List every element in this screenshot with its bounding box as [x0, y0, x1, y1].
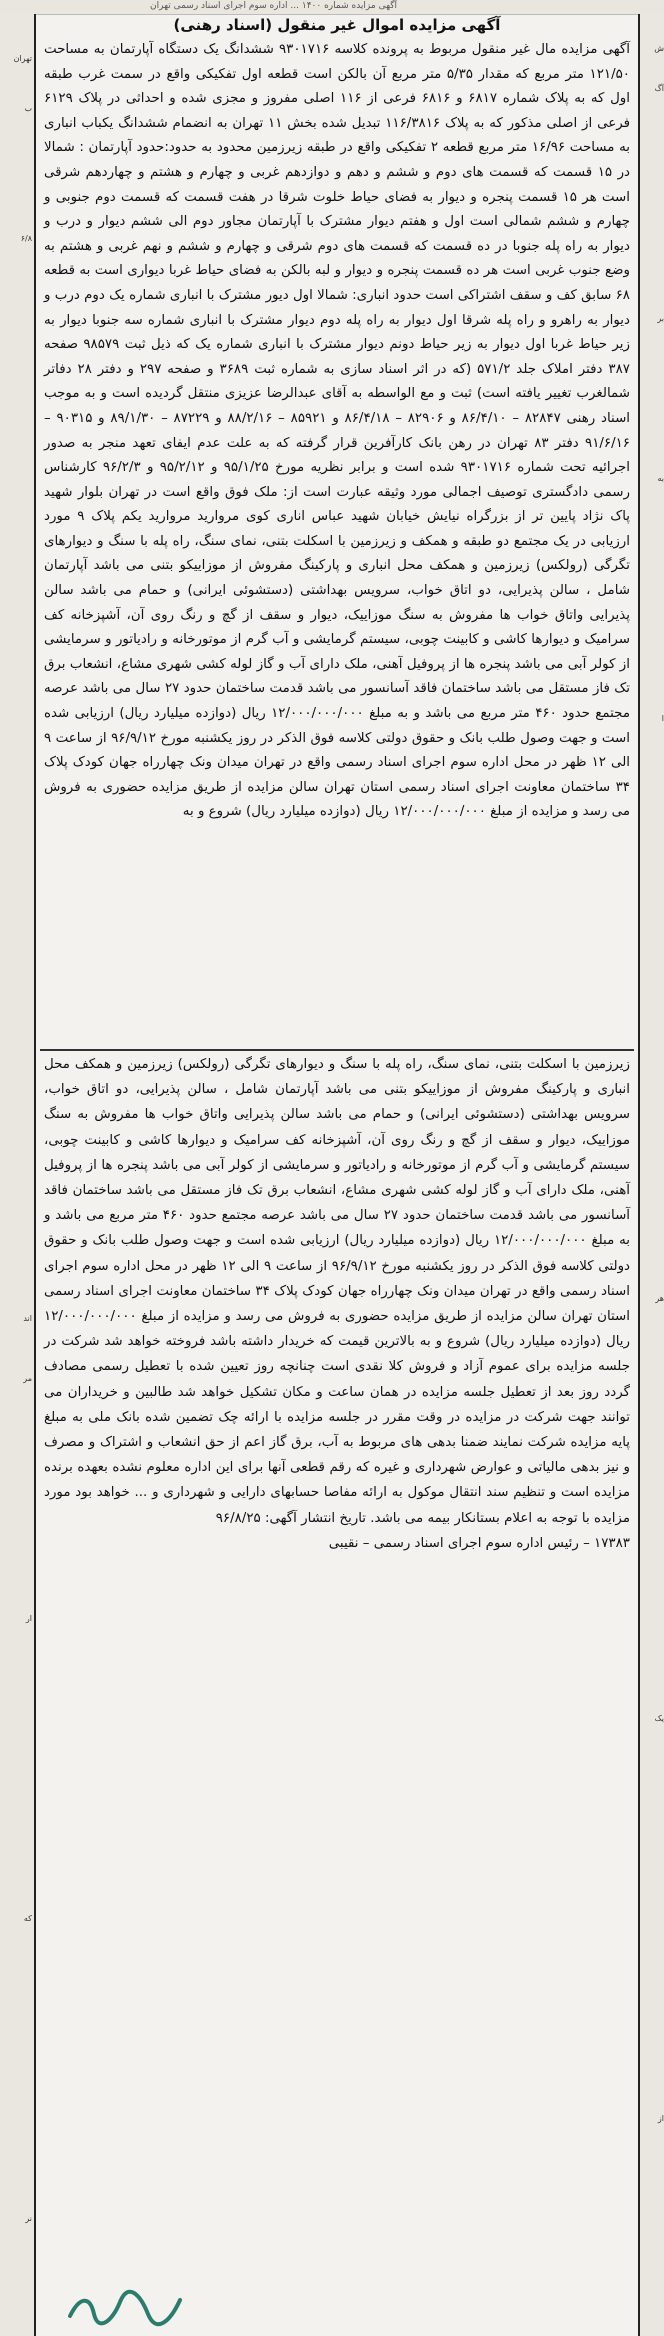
auction-notice-bottom [40, 1052, 634, 2332]
right-fragment: آگ [654, 84, 664, 93]
right-fragment: ش [654, 44, 664, 53]
notice-signature-line: ۱۷۳۸۳ – رئیس اداره سوم اجرای اسناد رسمی – نقیبی [328, 1535, 630, 1551]
right-fragment: از [657, 2114, 664, 2123]
right-fragment: یک [654, 1714, 664, 1723]
top-header-strip [0, 0, 664, 15]
column-divider [40, 1049, 634, 1051]
auction-notice-top [40, 14, 634, 1050]
left-fragment: مر [23, 1374, 32, 1383]
notice-body-bottom: زیرزمین با اسکلت بتنی، نمای سنگ، راه پله با سنگ و دیوارهای تگرگی (رولکس) زیرزمین و همکف محل انباری و پارکینگ مفروش از موزاییکو بتنی می باشد آپارتمان شامل ، سالن پذیرایی، دو اتاق خواب، سرویس بهداشتی (دستشوئی ایرانی) و حمام می باشد سالن پذیرایی واتاق خواب ها مفروش به سنگ موزاییک، دیوار و سقف از گچ و رنگ روی آن، آشپزخانه کف سرامیک و دیوارها کاشی و کابینت چوبی، سیستم گرمایشی و آب گرم از موتورخانه و رادیاتور و سرمایشی از کولر آبی می باشد پنجره ها از پروفیل آهنی، ملک دارای آب و گاز لوله کشی شهری مشاع، انشعاب برق تک فاز مستقل می باشد ساختمان فاقد آسانسور می باشد قدمت ساختمان حدود ۲۷ سال می باشد عرصه مجتمع حدود ۴۶۰ متر مربع می باشد و به مبلغ ۱۲/۰۰۰/۰۰۰/۰۰۰ ریال (دوازده میلیارد ریال) ارزیابی شده است و جهت وصول طلب بانک و حقوق دولتی کلاسه فوق الذکر در روز یکشنبه مورخ ۹۶/۹/۱۲ از ساعت ۹ الی ۱۲ ظهر در محل اداره سوم اجرای اسناد رسمی واقع در تهران میدان ونک چهارراه جهان کودک پلاک ۳۴ ساختمان معاونت اجرای اسناد رسمی استان تهران سالن مزایده از طریق مزایده حضوری به فروش می رسد و مزایده از مبلغ ۱۲/۰۰۰/۰۰۰/۰۰۰ ریال (دوازده میلیارد ریال) شروع و به بالاترین قیمت که خریدار داشته باشد فروخته خواهد شد شرکت در جلسه مزایده برای عموم آزاد و فروش کلا نقدی است چنانچه روز تعیین شده با تعطیل رسمی مصادف گردد روز بعد از تعطیل جلسه مزایده در همان ساعت و مکان تشکیل خواهد شد طالبین و خریداران می توانند جهت شرکت در مزایده در وقت مقرر در جلسه مزایده با ارائه چک تضمین شده بانک ملی به مبلغ پایه مزایده شرکت نمایند ضمنا بدهی های مربوط به آب، برق گاز اعم از حق انشعاب و اشتراک و مصرف و نیز بدهی مالیاتی و عوارض شهرداری و غیره که رقم قطعی آنها برای این اداره معلوم نشده بعهده برنده مزایده است و تنظیم سند انتقال موکول به ارائه مفاصا حسابهای دارایی و شهرداری و ... خواهد بود مورد مزایده با توجه به اعلام بستانکار بیمه می باشد. تاریخ انتشار آگهی: ۹۶/۸/۲۵ [44, 1057, 631, 1526]
left-fragment: ب [24, 104, 32, 113]
left-margin-column [0, 14, 36, 2336]
left-fragment: ۶/۸ [20, 234, 32, 243]
right-fragment: بر [657, 314, 664, 323]
left-fragment: که [23, 1914, 32, 1923]
left-fragment: اند [23, 1314, 32, 1323]
left-fragment: تهران [13, 54, 32, 63]
right-margin-column [638, 14, 664, 2336]
left-fragment: نر [25, 2214, 32, 2223]
right-fragment: هر [655, 1294, 664, 1303]
top-strip-text: آگهی مزایده شماره ۱۴۰۰ ... اداره سوم اجرای اسناد رسمی تهران [150, 1, 397, 11]
left-fragment: ار [25, 1614, 32, 1623]
notice-title: آگهی مزایده اموال غیر منقول (اسناد رهنی) [173, 16, 501, 34]
handwritten-signature-mark [60, 2288, 210, 2328]
right-fragment: به [657, 474, 664, 483]
right-fragment: ا [661, 714, 664, 723]
notice-body-top: آگهی مزایده مال غیر منقول مربوط به پرونده کلاسه ۹۳۰۱۷۱۶ ششدانگ یک دستگاه آپارتمان به مساحت ۱۲۱/۵۰ متر مربع که مقدار ۵/۳۵ متر مربع آن بالکن است قطعه اول تفکیکی واقع در سمت غرب طبقه اول که به پلاک شماره ۶۸۱۷ و ۶۸۱۶ فرعی از ۱۱۶ اصلی مفروز و مجزی شده و احداثی در پلاک ۶۱۲۹ فرعی از اصلی مذکور که به پلاک ۱۱۶/۳۸۱۶ تبدیل شده بخش ۱۱ تهران به انضمام ششدانگ یکباب انباری به مساحت ۱۶/۹۶ متر مربع قطعه ۲ تفکیکی واقع در طبقه زیرزمین محدود به حدود:حدود آپارتمان : شمالا در ۱۵ قسمت که قسمت های دوم و ششم و دهم و دوازدهم غربی و چهارم و هشتم و چهاردهم شرقی است هر ۱۵ قسمت پنجره و دیوار به فضای حیاط خلوت شرقا در هفت قسمت که قسمت دوم جنوبی و چهارم و ششم شمالی است اول و هفتم دیوار مشترک با آپارتمان مجاور دوم الی ششم دیوار و درب و دیوار به راه پله جنوبا در ده قسمت که قسمت های دوم شرقی و چهارم و ششم و نهم غربی و هشتم به وضع جنوب غربی است هر ده قسمت پنجره و دیوار و لبه بالکن به فضای حیاط غربا دیواری است به قطعه ۶۸ سابق کف و سقف اشتراکی است حدود انباری: شمالا اول دیور مشترک با انباری شماره یک دوم درب و دیوار به راهرو و راه پله شرقا اول دیوار به راه پله دوم دیوار مشترک با انباری شماره سه جنوبا دیوار به زیر حیاط غربا اول دیوار به زیر حیاط دونم دیوار مشترک با انباری شماره یک که ذیل ثبت ۹۸۵۷۹ صفحه ۳۸۷ دفتر املاک جلد ۵۷۱/۲ (که در اثر اسناد سازی به شماره ثبت ۳۶۸۹ و صفحه ۲۹۷ و دفتر ۲۸ دفاتر شمالغرب تغییر یافته است) ثبت و مع الواسطه به آقای عبدالرضا عزیزی منتقل گردیده است و به موجب اسناد رهنی ۸۲۸۴۷ – ۸۶/۴/۱۰ و ۸۲۹۰۶ – ۸۶/۴/۱۸ و ۸۵۹۲۱ – ۸۸/۲/۱۶ و ۸۷۲۲۹ – ۸۹/۱/۳۰ و ۹۰۳۱۵ – ۹۱/۶/۱۶ دفتر ۸۳ تهران در رهن بانک کارآفرین قرار گرفته که به علت عدم ایفای تعهد منجر به صدور اجرائیه تحت شماره ۹۳۰۱۷۱۶ شده است و برابر نظریه مورخ ۹۵/۱/۲۵ و ۹۵/۲/۱۲ و ۹۶/۲/۳ کارشناس رسمی دادگستری توصیف اجمالی مورد وثیقه عبارت است از: ملک فوق واقع است در تهران بلوار شهید پاک نژاد پایین تر از بزرگراه نیایش خیابان شهید عباس اناری کوی مروارید مروارید یکم پلاک ۹ مورد ارزیابی در یک مجتمع دو طبقه و همکف و زیرزمین با اسکلت بتنی، نمای سنگ، راه پله با سنگ و دیوارهای تگرگی (رولکس) زیرزمین و همکف محل انباری و پارکینگ مفروش از موزاییکو بتنی می باشد آپارتمان شامل ، سالن پذیرایی، دو اتاق خواب، سرویس بهداشتی (دستشوئی ایرانی) و حمام می باشد سالن پذیرایی واتاق خواب ها مفروش به سنگ موزاییک، دیوار و سقف از گچ و رنگ روی آن، آشپزخانه کف سرامیک و دیوارها کاشی و کابینت چوبی، سیستم گرمایشی و آب گرم از موتورخانه و رادیاتور و سرمایشی از کولر آبی می باشد پنجره ها از پروفیل آهنی، ملک دارای آب و گاز لوله کشی شهری مشاع، انشعاب برق تک فاز مستقل می باشد ساختمان فاقد آسانسور می باشد قدمت ساختمان حدود ۲۷ سال می باشد عرصه مجتمع حدود ۴۶۰ متر مربع می باشد و به مبلغ ۱۲/۰۰۰/۰۰۰/۰۰۰ ریال (دوازده میلیارد ریال) ارزیابی شده است و جهت وصول طلب بانک و حقوق دولتی کلاسه فوق الذکر در روز یکشنبه مورخ ۹۶/۹/۱۲ از ساعت ۹ الی ۱۲ ظهر در محل اداره سوم اجرای اسناد رسمی واقع در تهران میدان ونک چهارراه جهان کودک پلاک ۳۴ ساختمان معاونت اجرای اسناد رسمی استان تهران سالن مزایده از طریق مزایده حضوری به فروش می رسد و مزایده از مبلغ ۱۲/۰۰۰/۰۰۰/۰۰۰ ریال (دوازده میلیارد ریال) شروع و به [44, 42, 631, 820]
